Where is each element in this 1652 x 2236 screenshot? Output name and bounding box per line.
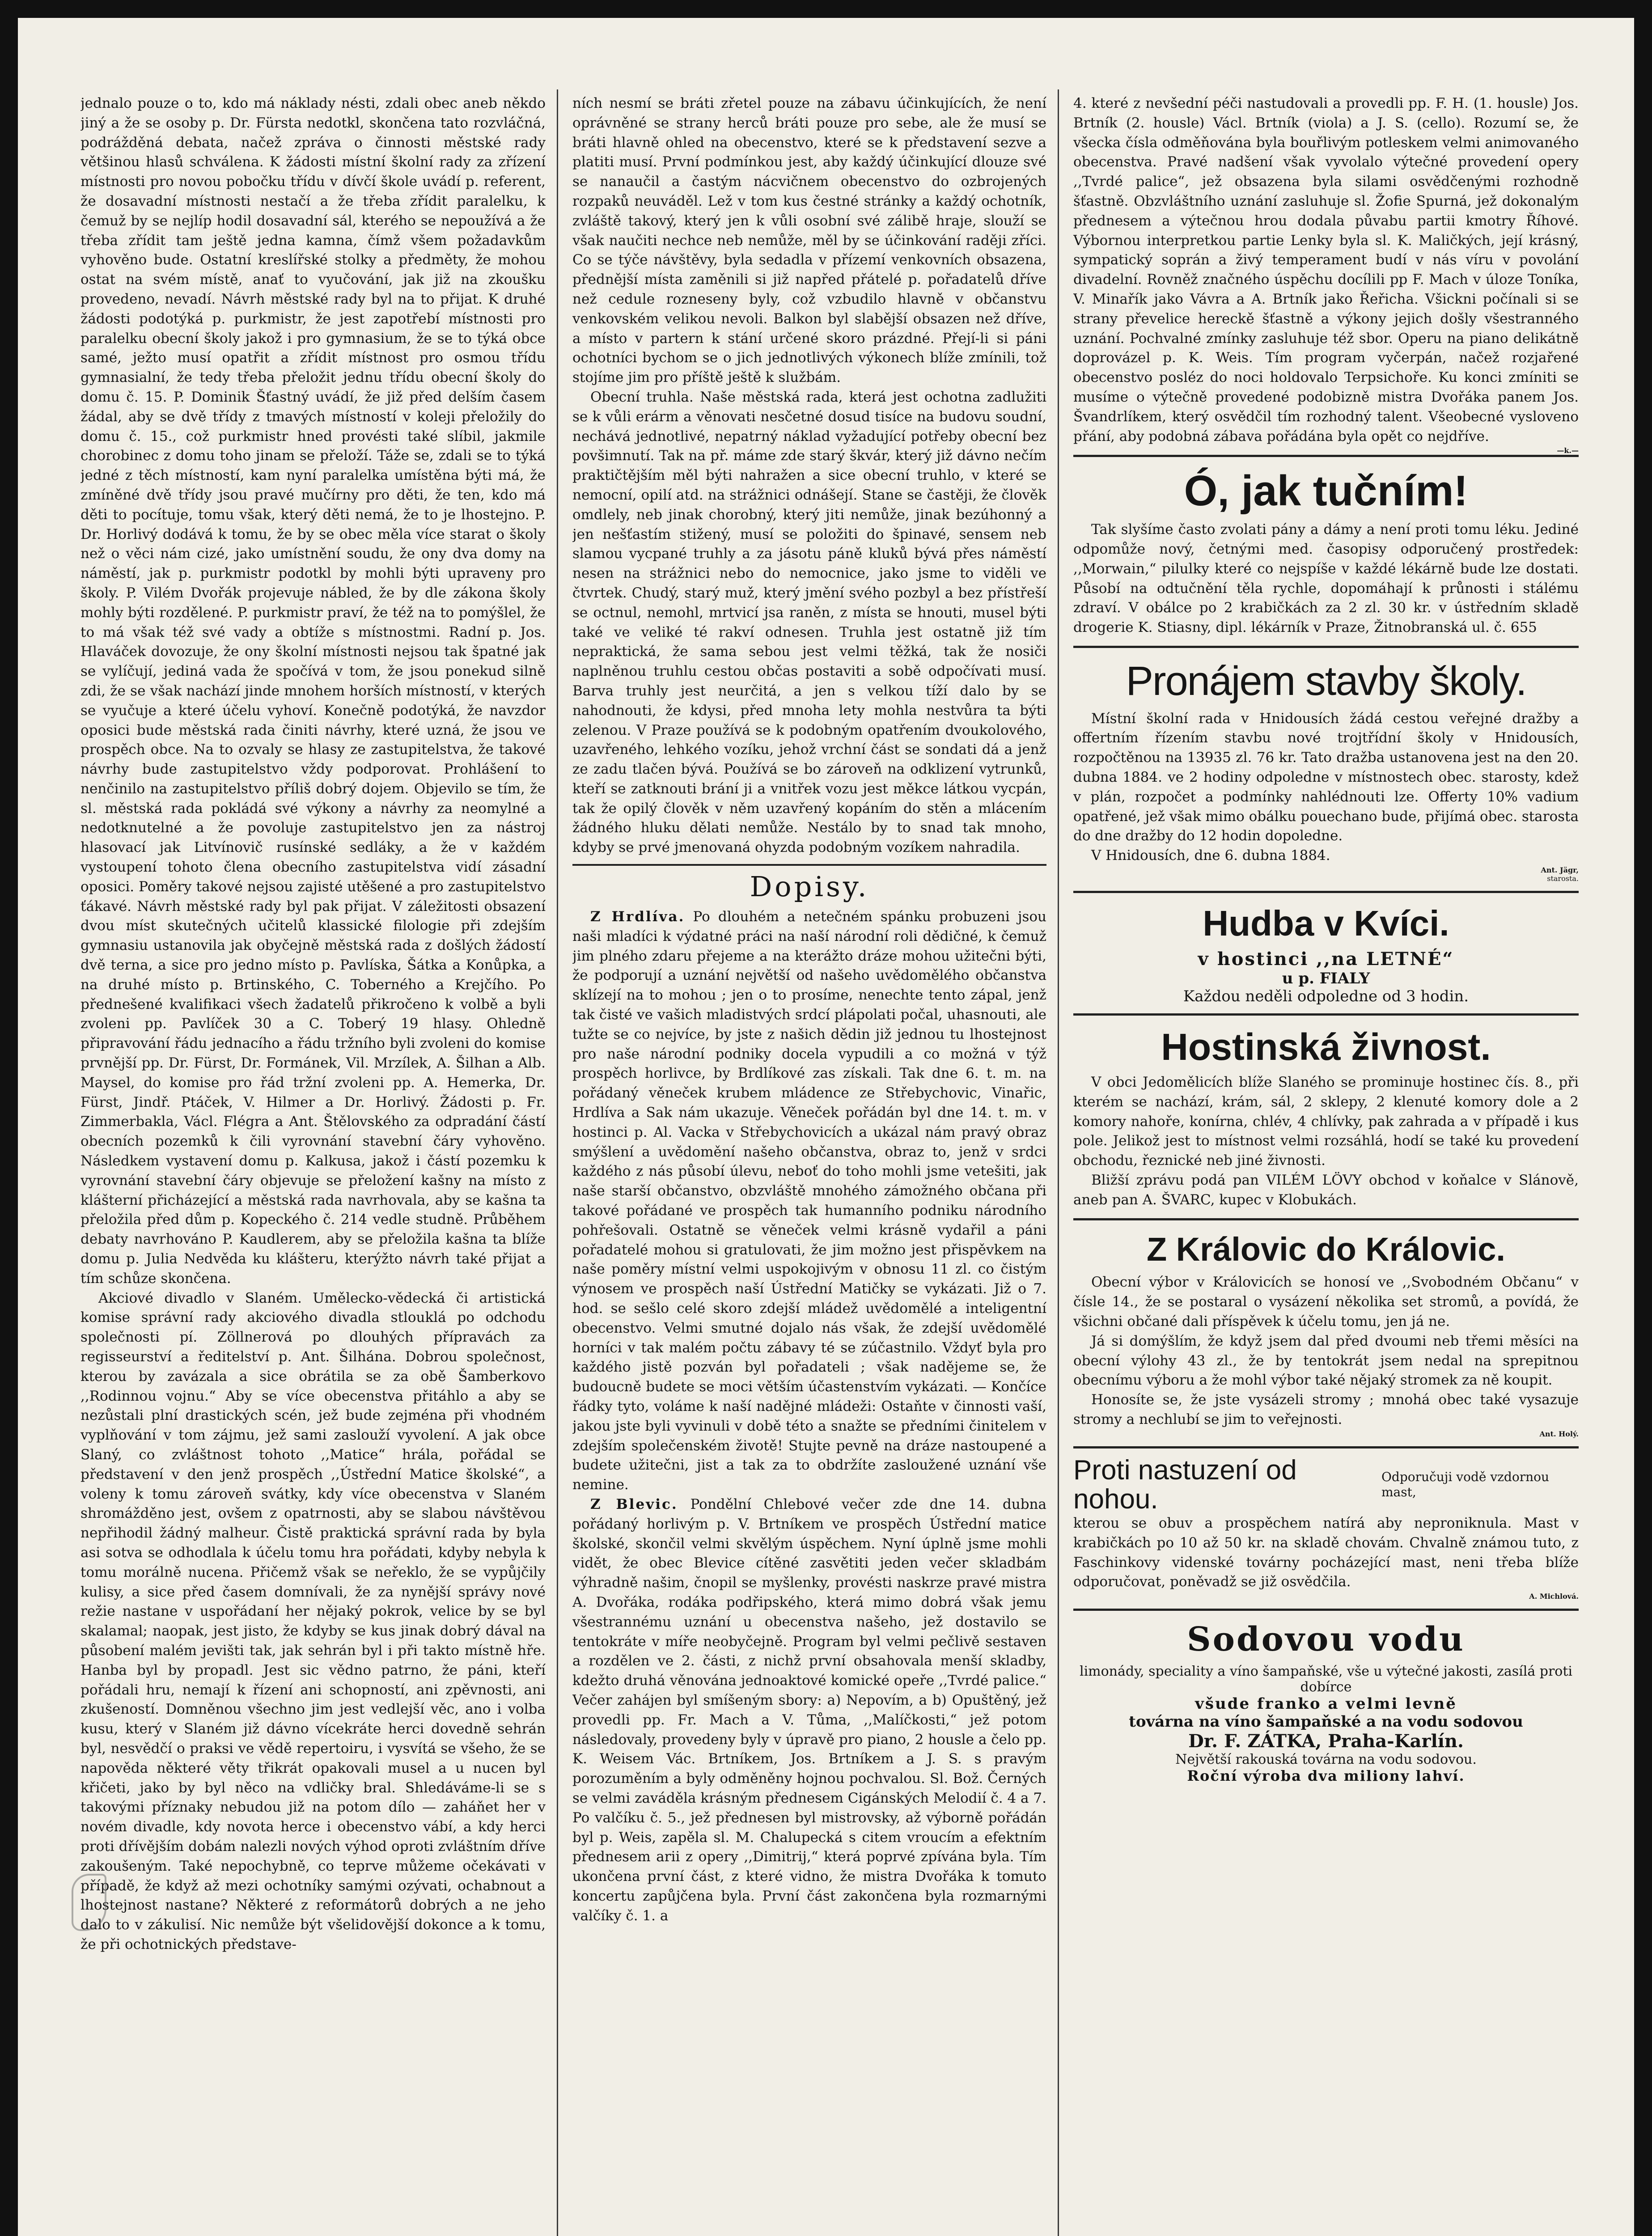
ad-host: u p. FIALY — [1282, 969, 1370, 987]
article-city-council: jednalo pouze o to, kdo má náklady nésti, zdali obec aneb někdo jiný a že se osoby p. Dr. Fürsta nedotkl, skončena tato rozvláčná, podrážděná debata, načež zpráva o činnosti městské rady většinou hlasů schválena. K žádosti místní školní rady za zřízení místnosti pro novou pobočku třídu v dívčí škole uvádí p. referent, že dosavadní místnosti nestačí a že třeba zřídit paralelku, k čemuž by se nejlíp hodil dosavadní sál, kterého se nepoužívá a že třeba zřídit tam ještě jedna kamna, čímž všem požadavkům vyhověno bude. Ostatní kreslířské stolky a předměty, že mohou ostat na svém místě, anať to vyučování, jak již na zkoušku provedeno, nevadí. Návrh městské rady byl na to přijat. K druhé žádosti podotýká p. purkmistr, že jest zapotřebí místnosti pro paralelku obecní školy jakož i pro gymnasium, že se to týká obce samé, ježto musí opatřit a zřídit místnost pro osmou třídu gymnasialní, že tedy třeba přeložit jednu třídu obecní školy do domu č. 15. P. Dominik Šťastný uvádí, že již před delším časem žádal, aby se dvě třídy z tmavých místností v koleji přeložily do domu č. 15., což purkmistr hned provésti také slíbil, jakmile chorobinec z domu toho jinam se přeloží. Táže se, zdali se to týká jedné z těch místností, kam nyní paralelka umístěna býti má, že zmíněné dvě třídy jsou pravé mučírny pro děti, že ten, kdo má děti to pocítuje, tomu však, který děti nemá, že to je lhostejno. P. Dr. Horlivý dodává k tomu, že by se obec měla více starat o školy než o věci nám cizé, jako umístnění soudu, že ony dva domy na náměstí, jak p. purkmistr podotkl by mohli býti upraveny pro školy. P. Vilém Dvořák projevuje nábled, že by dle zákona školy mohly býti rozdělené. P. purkmistr praví, že též na to pomýšlel, že to má však též své vady a obtíže s místnostmi. Radní p. Jos. Hlaváček dovozuje, že ony školní místnosti nejsou tak špatné jak se vylíčují, jediná vada že spočívá v tom, že jsou ponekud silně zdi, že se však nachází jinde mnohem horších místností, v kterých se vyučuje a které účelu vyhoví. Konečně podotýká, že navzdor oposici bude městská rada činiti návrhy, které uzná, že jsou ve prospěch obce. Na to ozvaly se hlasy ze zastupitelstva, že takové návrhy bude zastupitelstvo vždy podporovat. Prohlášení to nenčinilo na zastupitelstvo příliš dobrý dojem. Objevilo se tím, že sl. městská rada pokládá své výkony a návrhy za neomylné a nedotknutelné a že povoluje zastupitelstvo jen za nástroj hlasovací jak Litvínovič rusínské sedláky, a že v každém vystoupení tohoto člena obecního zastupitelstva vidí zásadní oposici. Poměry takové nejsou zajisté utěšené a pro zastupitelstvo ťákavé. Návrh městské rady byl pak přijat. V záležitosti obsazení dvou míst skutečných učitelů klassické filologie při zdejším gymnasiu ustanovila jak obyčejně městská rada z došlých žádostí dvě terna, a sice pro jedno místo p. Pavlíska, Šátka a Konůpka, a na druhé místo p. Brtinského, C. Toberného a Krejčího. Po přednešené kvalifikaci všech žadatelů přikročeno k volbě a byli zvoleni pp. Pavlíček 30 a C. Toberý 19 hlasy. Ohledně připravování řádu jednacího a řádu tržního byli zvoleni do komise prvnější pp. Dr. Fürst, Dr. Formánek, Vil. Mrzílek, A. Šilhan a Alb. Maysel, do komise pro řád tržní zvoleni pp. A. Hemerka, Dr. Fürst, Jindř. Ptáček, V. Hilmer a Dr. Horlivý. Žádosti p. Fr. Zimmerbakla, Václ. Flégra a Ant. Štělovského za odpradání částí obecních pozemků k čili vyrovnání stavební čáry vyhověno. Následkem vystavení domu p. Kalkusa, jakož i částí pozemku k vyrovnání stavební čáry objevuje se přeložení kašny na místo z klášterní přicházející a městská rada navrhovala, aby se kašna ta přeložila před dům p. Kopeckého č. 214 vedle studně. Průběhem debaty navrhováno P. Kaudlerem, aby se přeložila kašna ta blíže domu p. Julia Nedvěda ku klášteru, kterýžto návrh také přijat a tím schůze skončena. — [80, 95, 546, 1287]
ad-title: Ó, jak tučním! — [1184, 467, 1468, 515]
column-3 — [1073, 94, 1579, 2236]
article-obecni-truhla: Obecní truhla. Naše městská rada, která jest ochotna zadlužiti se k vůli erárm a věnovati nesčetné dosud tisíce na budovu soudní, nechává jednotlivé, nepatrný náklad vyžadující potřeby obecní bez povšimnutí. Tak na př. máme zde starý škvár, který již dávno nečím praktičtějším měl býti nahražen a sice obecní truhlo, v které se nemocní, opilí atd. na strážnici odnášejí. Stane se častěji, že člověk omdlely, neb jinak chorobný, který jiti nemůže, jinak bezúhonný a jen nešťastím stižený, musí se položiti do špinavé, sensem neb slamou vycpané truhly a za jásotu páně kluků bývá přes náměstí nesen na strážnici nebo do nemocnice, jako jsme to viděli ve čtvrtek. Chudý, starý muž, který jmění svého pozbyl a bez přístřeší se octnul, nemohl, mrtvicí jsa raněn, z místa se hnouti, musel býti také ve veliké té rakví odnesen. Truhla jest ostatně již tím nepraktická, že sama sebou jest velmi těžká, tak že nosiči naplněnou truhlu cestou občas postaviti a sobě odpočívati musí. Barva truhly jest neurčitá, a jen s velkou tíží dalo by se nahodnouti, že kdysi, před mnoha lety mohla nestvůra ta býti zelenou. V Praze používá se k podobným opatřením dvoukolového, uzavřeného, lehkého vozíku, jehož vrchní část se sondati dá a jenž ze zadu tlačen bývá. Používá se bo zároveň na odklizení vytrunků, kteří se zatknouti brání ji a vnitřek vozu jest měkce látkou vycpán, tak že opilý člověk v něm uzavřený kopáním do stěn a mlácením žádného hluku dělati nemůže. Nestálo by to snad tak mnoho, kdyby se prvé jmenovaná ohyzda podobným vozíkem nahradila. — [572, 389, 1046, 856]
ad-text: Honosíte se, že jste vysázeli stromy ; mnohá obec také vysazuje stromy a nechlubí se jim to veřejnosti. — [1073, 1392, 1579, 1427]
signature-name: Ant. Jägr, — [1541, 865, 1579, 874]
column-1 — [80, 94, 546, 2236]
ad-line: Roční výroba dva miliony lahví. — [1187, 1767, 1465, 1784]
dopis-place: Z Blevic. — [590, 1496, 678, 1512]
ad-line: všude franko a velmi levně — [1195, 1694, 1457, 1713]
newspaper-page — [18, 18, 1634, 2236]
dopis-text: Po dlouhém a netečném spánku probuzeni jsou naši mladíci k výdatné práci na naší národní roli dědičné, k čemuž jim plného zdaru přejeme a na kterážto dráze mohou užitečni býti, že podporují a uznání největší od našeho uvědomělého občanstva sklízejí na to mohou ; jen o to prosíme, nenechte tento zápal, jenž tak čisté ve vašich mladistvých srdcí plápolati počal, uhasnouti, ale tužte se co nejvíce, by jste z našich dědin již jednou tu lhostejnost pro naše národní podniky docela vypudili a co možná v týž prospěch horlivce, by Brdlíkové zas získali. Tak dne 6. t. m. na pořádaný věneček krubem mládence ze Střebychovic, Vinařic, Hrdlíva a Sak nám ukazuje. Věneček pořádán byl dne 14. t. m. v hostinci p. Al. Vacka v Střebychovicích a ukázal nám pravý obraz smýšlení a uvědomění našeho občanstva, obraz to, jenž v srdci každého z nás působí úlevu, neboť do toho mohli jsme vetešiti, jak naše starší občanstvo, obzvláště mnohého zámožného občana při takové pořádané ve prospěch tak humanního podniku národního pohřešovali. Ostatně se věneček velmi krásně vydařil a páni pořadatelé mohou si gratulovati, že jim možno jest přispěvkem na naše poměry místní velmi uspokojivým v obnosu 11 zl. co čistým výnosem ve prospěch naší Ústřední Matičky se vykázati. Již o 7. hod. se sešlo celé skoro zdejší mládež uvědomělé a inteligentní obecenstvo. Velmi smutné dojalo nás však, že zdejší uvědomělé horníci v tak malém počtu zábavy té se zúčastnilo. Vždyť byla pro každého jistě pozván byl pořadateli ; však nadějeme se, že budoucně budete se moci větším účastenstvím vykázati. — Končíce řádky tyto, voláme k naší nadějné mládeži: Ostaňte v činnosti vaší, jakou jste byli vyvinuli v době této a snažte se předními činitelem v zdejším společenském životě! Stujte pevně na dráze nastoupené a budete užitečni, jist a tak za to obdržíte zasloužené uznání vše nemine. — [572, 909, 1046, 1493]
ad-signature: A. Michlová. — [1529, 1592, 1579, 1601]
ad-text: V obci Jedomělicích blíže Slaného se prominuje hostinec čís. 8., při kterém se nachází, krám, sál, 2 sklepy, 2 klenuté komory dole a 2 komory nahoře, konírna, chlév, 4 chlívky, pak zahrada a v případě i kus pole. Jelikož jest to místnost velmi rozsáhlá, hodí se také ku provedení obchodu, řeznické neb jiné živnosti. — [1073, 1074, 1579, 1169]
ad-title: Z Královic do Královic. — [1147, 1230, 1505, 1268]
dopis-hrdliv — [572, 907, 1046, 1495]
ad-z-kralovic — [1073, 1218, 1579, 1446]
ad-title: Hostinská živnost. — [1161, 1025, 1491, 1068]
dopis-place: Z Hrdlíva. — [590, 909, 685, 925]
ad-text: Každou neděli odpoledne od 3 hodin. — [1183, 987, 1469, 1005]
ad-date: V Hnidousích, dne 6. dubna 1884. — [1091, 847, 1330, 864]
column-2 — [572, 94, 1046, 2236]
article-blevice-cont: 4. které z nevšední péči nastudovali a provedli pp. F. H. (1. housle) Jos. Brtník (2. housle) Václ. Brtník (viola) a J. S. (cello). Rozumí se, že všecka čísla odměňována byla bouřlivým potleskem velmi animovaného obecenstva. Pravé nadšení však vyvolalo výtečné provedení opery ,,Tvrdé palice“, jež obsazena byla silami osvědčenými rozhodně šťastně. Obzvláštního uznání zasluhuje sl. Žofie Spurná, jež dokonalým přednesem a výtečnou hrou dodala půvabu partii kmotry Říhové. Výbornou interpretkou partie Lenky byla sl. K. Maličkých, její krásný, sympatický soprán a živý temperament budí v nás víru v povolání divadelní. Rovněž značného úspěchu docílili pp F. Mach v úloze Toníka, V. Minařík jako Vávra a A. Brtník jako Řeřicha. Všickni počínali si se strany převelice hereckě šťastně a výkony jejich došly všestranného uznání. Pochvalné zmínky zasluhuje též sbor. Operu na piano delikátně doprovázel p. K. Weis. Tím program vyčerpán, načež rozjařené obecenstvo posléz do noci holdovalo Terpsichoře. Ku konci zmíniti se musíme o výtečně provedené podobizně mistra Dvořáka panem Jos. Švandrlíkem, který osvědčil tím rozhodný talent. Všeobecné vysloveno přání, aby podobná zábava pořádána byla opět co nejdříve. — [1073, 95, 1579, 445]
article-akciove-divadlo: Akciové divadlo v Slaném. Umělecko-vědecká či artistická komise správní rady akciového divadla stlouklá po odchodu společnosti pí. Zöllnerová po dlouhých přípravách za regisseurství a ředitelství p. Ant. Šilhána. Dobrou společnost, kterou by zavázala a sice obrátila se za obě Šamberkovo ,,Rodinnou vojnu.“ Aby se více obecenstva přitáhlo a aby se nezůstali plní drastických scén, jež bude zejména při vhodném vyplňování v tom zájmu, jež sami zaslouží vyvolení. A jak obce Slaný, co zvláštnost tohoto ,,Matice“ hrála, pořádal se představení v den jenž prospěch ,,Ústřední Matice školské“, a voleny k tomu zároveň svátky, kdy více obecenstva v Slaném shromážděno jest, ovšem z opatrnosti, aby se slabou návštěvou nepřihodil žádný malheur. Čistě praktická správní rada by byla asi sotva se odhodlala k účelu tomu hra pořádati, kdyby nebyla k tomu morálně nucena. Přičemž však se neřeklo, že se vypůjčily kulisy, a sice před časem domnívali, že za nynější správy nové režie nastane v uspořádaní her nějaký pokrok, velice by se byl skalamal; naopak, jest jisto, že kdyby se kus jinak dobrý dával na působení malém jevišti tak, jak sehrán byl i při takto místně hře. Hanba byl by propadl. Jest sic vědno patrno, že páni, kteří pořádali hru, nemají k řízení ani schopností, ani zpěvnosti, ani zkušeností. Domněnou všechno jim jest vedlejší věc, ano i volba kusu, který v Slaném již dávno vícekráte herci dovedně sehrán byl, nesvědčí o praksi ve vědě repertoiru, i vysvítá se všeho, že se napověda některé věty třikrát opakovali musel a u nucen byl křičeti, jako by byl něco na vdličky bral. Shledáváme-li se s takovými příznaky nebudou již na potom dílo — zaháňet her v novém divadle, kdy novota herce i obecenstvo vábí, a kdy herci proti dřívějším dobám nalezli nových výhod oproti zvláštním dříve zakoušeným. Také nepochybně, co teprve můžeme očekávati v případě, že když až mezi ochotníky samými ozývati, ochabnout a lhostejnost nastane? Některé z reformátorů dobrých a ne jeho dalo to v zákulisí. Nic nemůže být všelidovější dokonce a k tomu, že při ochotnických představe- — [80, 1290, 546, 1952]
ad-text: kterou se obuv a prospěchem natírá aby neproniknula. Mast v krabičkách po 10 až 50 kr. na skladě chovám. Chvalně známou tuto, z Faschinkovy videnské továrny pocházející mast, neni třeba blíže odporučovat, poněvadž se již osvědčila. — [1073, 1515, 1579, 1590]
pencil-mark — [72, 1874, 106, 1931]
dopis-blevice — [572, 1495, 1046, 1926]
ad-subtitle: v hostinci ,,na LETNÉ“ — [1198, 948, 1454, 970]
ad-text: limonády, speciality a víno šampaňské, vše u výtečné jakosti, zasílá proti dobírce — [1079, 1663, 1573, 1695]
ad-hudba-kvici — [1073, 891, 1579, 1013]
dopis-text: Pondělní Chlebové večer zde dne 14. dubna pořádaný horlivým p. V. Brtníkem ve prospěch Ústřední matice školské, skončil velmi skvělým úspěchem. Nyní úplně jsme mohli vidět, že obec Blevice cítěné zasvětiti jeden večer skladbám výhradně našim, čnopil se myšlenky, provésti naskrze pravé mistra A. Dvořáka, rodáka podřipského, která mimo dobrá však jemu všestrannému uznání u obecenstva našeho, jež dostavilo se tentokráte v míře neobyčejně. Program byl velmi pečlivě sestaven a rozdělen ve 2. části, z nichž první obsahovala menší skladby, kdežto druhá věnována jednoaktové komické opeře ,,Tvrdé palice.“ Večer zahájen byl smíšeným sbory: a) Nepovím, a b) Opuštěný, jež provedli pp. Fr. Mach a V. Tůma, ,,Malíčkosti,“ jež potom následovaly, provedeny byly v úpravě pro piano, 2 housle a čelo pp. K. Weisem Vác. Brtníkem, Jos. Brtníkem a J. S. s pravým porozuměním a byly odměněny hojnou pochvalou. Sl. Bož. Černých se velmi zaváděla krásným přednesem Cigánských Melodií č. 4 a 7. Po valčíku č. 5., jež přednesen byl mistrovsky, až výborně pořádán byl p. Weis, zapěla sl. M. Chalupecká s citem vroucím a efektním přednesem arii z opery ,,Dimitrij,“ která poprvé zpívána byla. Tím ukončena první část, z které vidno, že mistra Dvořáka k tomuto koncertu zapůjčena byla. První část zakončena byla rozmarnými valčíky č. 1. a — [572, 1496, 1046, 1924]
ad-text: Místní školní rada v Hnidousích žádá cestou veřejné dražby a offertním řízením stavbu nové trojtřídní školy v Hnidousích, rozpočtěnou na 13935 zl. 76 kr. Tato dražba ustanovena jest na den 20. dubna 1884. ve 2 hodiny odpoledne v místnostech obec. starosty, kdež v plán, rozpočet a podmínky nahlédnouti lze. Offerty 10% vadium opatřené, jež však mimo obálku pouechano bude, přijímá obec. starosta do dne dražby do 12 hodin dopoledne. — [1073, 710, 1579, 844]
ad-text: Tak slyšíme často zvolati pány a dámy a není proti tomu léku. Jediné odpomůže nový, četnými med. časopisy odporučený prostředek: ,,Morwain,“ pilulky které co nejspíše v každé lékárně bude lze dostati. Působí na odtučnění těla rychle, dopomáhají k průnosti i stálému zdraví. V obálce po 2 krabičkách za 2 zl. 30 kr. v ústředním skladě drogerie K. Stiasny, dipl. lékárník v Praze, Žitnobranská ul. č. 655 — [1073, 521, 1579, 636]
article-theatre-cont: ních nesmí se bráti zřetel pouze na zábavu účinkujících, že není oprávněné se strany herců bráti pouze pro sebe, ale že musí se bráti hlavně ohled na obecenstvo, které se k představení sezve a platiti musí. První podmínkou jest, aby každý účinkující dlouze své se nanaučil a častým nácvičnem obecenstvo do ozbrojených rozpaků neuváděl. Lež v tom kus čestné stránky a každý ochotník, zvláště takový, který jen k vůli osobní své zálibě hraje, slouží se však naučiti nechce neb nemůže, měl by se účinkování raději zříci. Co se týče návštěvy, byla sedadla v přízemí venkovních obsazena, přednější místa zaměnili si již napřed přátelé p. pořadatelů dříve než cedule rozneseny byly, což vzbudilo hlavně v občanstvu venkovském velikou nevoli. Balkon byl slabější obsazen než dříve, a místo v partern k stání určené skoro prázdné. Přejí-li si páni ochotníci bychom se o jich jednotlivých výkonech blíže zmínili, tož stojíme jim pro příště ještě k službám. — [572, 95, 1046, 386]
ad-text: Já si domýšlím, že když jsem dal před dvoumi neb třemi měsíci na obecní výlohy 43 zl., že by tentokrát jsem nedal na sprepitnou obecnímu výboru a že mohl výbor také nějaký stromek za ně koupit. — [1073, 1333, 1579, 1389]
ad-title-row — [1073, 1456, 1579, 1514]
ad-pronajem-skoly — [1073, 646, 1579, 891]
ad-text: Obecní výbor v Královicích se honosí ve ,,Svobodném Občanu“ v čísle 14., že se postaral o vysázení několika set stromů, a povídá, že všichni občané dali příspěvek k účelu tomu, jen já ne. — [1073, 1274, 1579, 1330]
ad-title-rest: Odporučuji vodě vzdornou mast, — [1381, 1469, 1550, 1499]
ad-signature: Ant. Holý. — [1539, 1429, 1579, 1438]
ad-title: Pronájem stavby školy. — [1126, 658, 1526, 704]
ad-title: Proti nastuzení od nohou. — [1073, 1454, 1297, 1515]
ad-sodova-voda — [1073, 1609, 1579, 1792]
ad-line: továrna na víno šampaňské a na vodu sodovou — [1129, 1712, 1523, 1731]
signature-role: starosta. — [1547, 874, 1579, 883]
ad-title: Hudba v Kvíci. — [1203, 903, 1449, 943]
ad-tucnim — [1073, 455, 1579, 646]
ad-line: Dr. F. ZÁTKA, Praha-Karlín. — [1188, 1730, 1464, 1752]
ad-hostinska-zivnost — [1073, 1013, 1579, 1218]
ad-proti-nastuzeni — [1073, 1446, 1579, 1609]
ad-text: Bližší zprávu podá pan VILÉM LÖVY obchod v koňalce v Slánově, aneb pan A. ŠVARC, kupec v Klobukách. — [1073, 1172, 1579, 1208]
ad-signature — [1073, 866, 1579, 883]
column-rule — [557, 89, 558, 2236]
section-heading-dopisy: Dopisy. — [572, 864, 1046, 903]
column-rule — [1058, 89, 1059, 2236]
ad-line: Největší rakouská továrna na vodu sodovou. — [1175, 1751, 1477, 1767]
signature: —k.— — [1557, 446, 1579, 455]
ad-title: Sodovou vodu — [1187, 1620, 1465, 1659]
